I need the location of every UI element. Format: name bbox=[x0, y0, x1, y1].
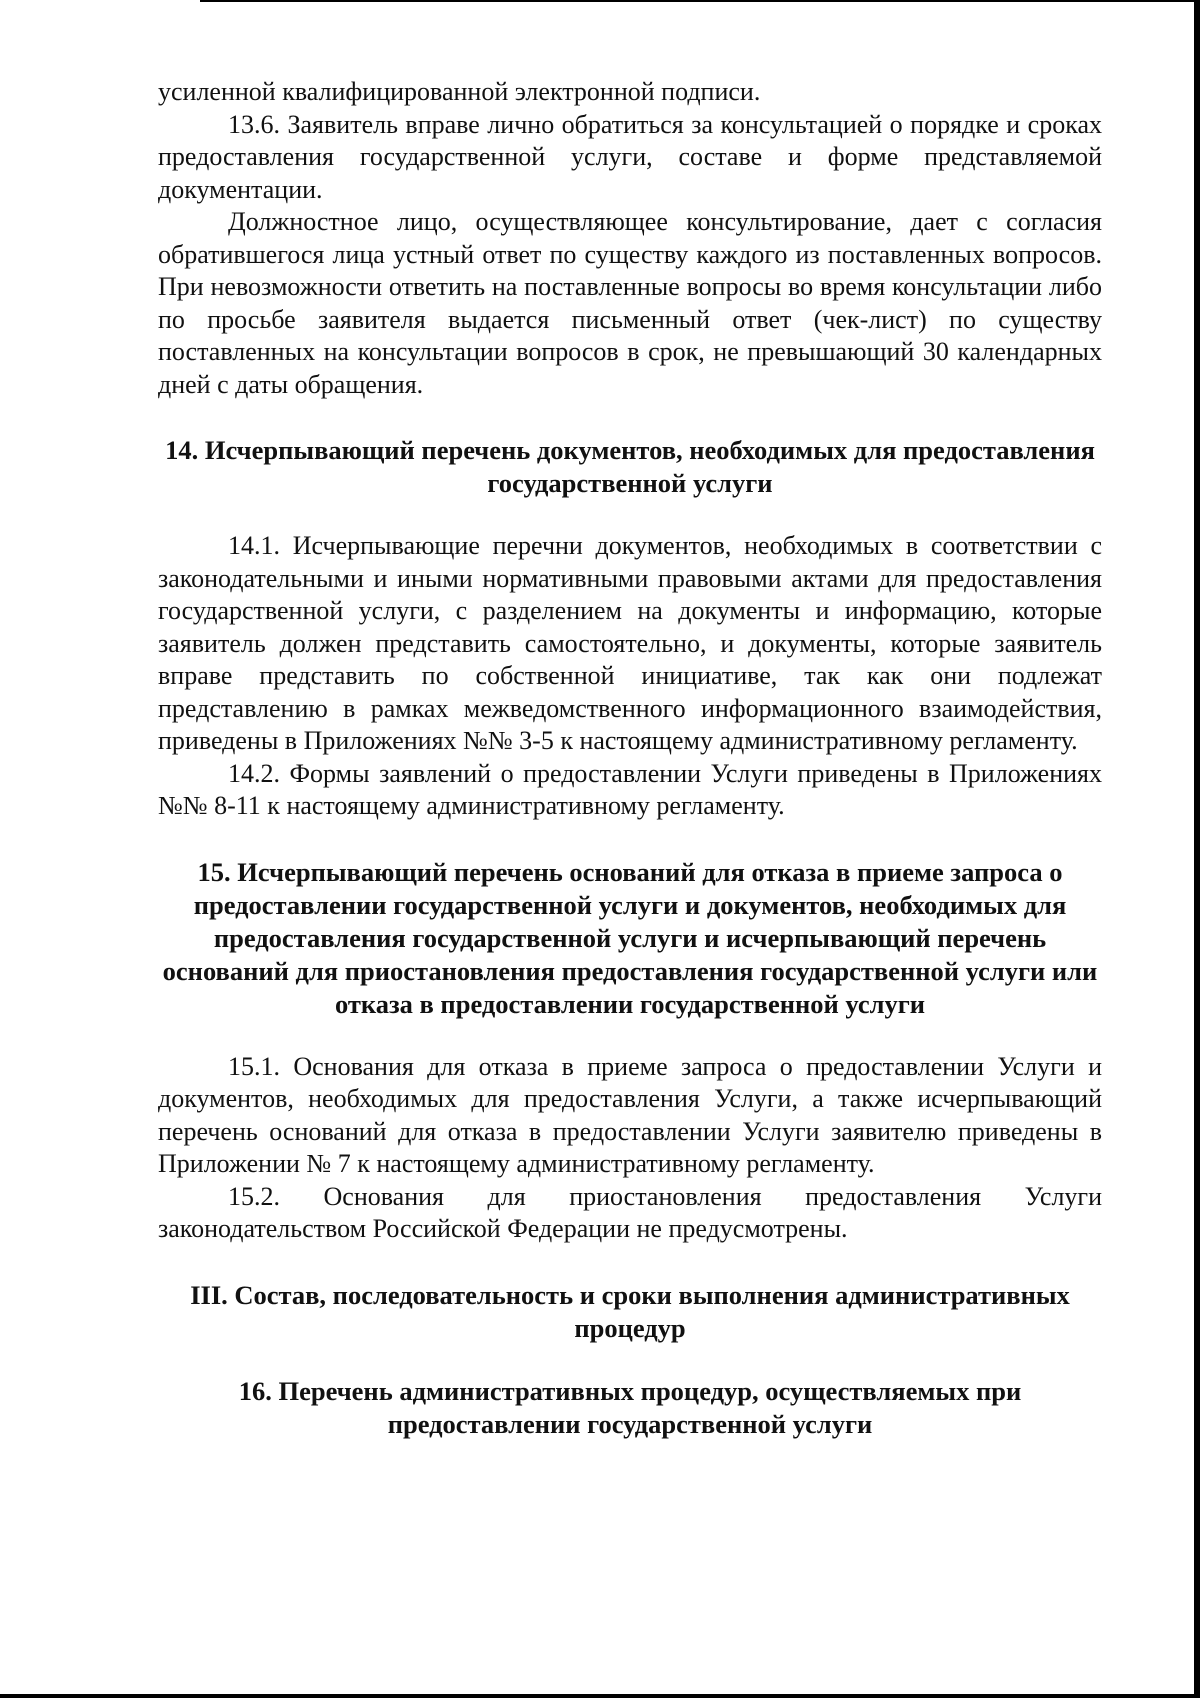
paragraph-signature-continuation: усиленной квалифицированной электронной подписи. bbox=[158, 77, 761, 106]
spacer bbox=[158, 1246, 1102, 1279]
paragraph-15-2: 15.2. Основания для приостановления предоставления Услуги законодательством Российской Федерации не предусмотрены. bbox=[158, 1181, 1102, 1243]
spacer bbox=[158, 500, 1102, 530]
page-edge-bottom bbox=[0, 1694, 1200, 1698]
spacer bbox=[158, 1345, 1102, 1375]
section-heading-16: 16. Перечень административных процедур, осуществляемых при предоставлении государственной услуги bbox=[238, 1375, 1022, 1439]
page-edge-top bbox=[200, 0, 1200, 2]
chapter-heading-iii: III. Состав, последовательность и сроки выполнения административных процедур bbox=[190, 1279, 1070, 1343]
paragraph-14-2: 14.2. Формы заявлений о предоставлении Услуги приведены в Приложениях №№ 8-11 к настоящему административному регламенту. bbox=[158, 758, 1102, 820]
section-heading-14: 14. Исчерпывающий перечень документов, необходимых для предоставления государственной услуги bbox=[165, 435, 1095, 498]
spacer bbox=[158, 1021, 1102, 1051]
paragraph-14-1: 14.1. Исчерпывающие перечни документов, необходимых в соответствии с законодательными и иными нормативными правовыми актами для предоставления государственной услуги, с разделением на документы и информацию, которые заявитель должен представить самостоятельно, и документы, которые заявитель вправе представить по собственной инициативе, так как они подлежат представлению в рамках межведомственного информационного взаимодействия, приведены в Приложениях №№ 3-5 к настоящему административному регламенту. bbox=[158, 531, 1102, 755]
paragraph-official-consultation: Должностное лицо, осуществляющее консультирование, дает с согласия обратившегося лица устный ответ по существу каждого из поставленных вопросов. При невозможности ответить на поставленные вопросы во время консультации либо по просьбе заявителя выдается письменный ответ (чек-лист) по существу поставленных на консультации вопросов в срок, не превышающий 30 календарных дней с даты обращения. bbox=[158, 207, 1102, 399]
spacer bbox=[158, 823, 1102, 856]
page-edge-right bbox=[1194, 0, 1200, 1698]
section-heading-15: 15. Исчерпывающий перечень оснований для отказа в приеме запроса о предоставлении государственной услуги и документов, необходимых для предоставления государственной услуги и исчерпывающий перечень оснований для приостановления предоставления государственной услуги или отказа в предоставлении государственной услуги bbox=[162, 856, 1098, 1019]
paragraph-15-1: 15.1. Основания для отказа в приеме запроса о предоставлении Услуги и документов, необходимых для предоставления Услуги, а также исчерпывающий перечень оснований для отказа в предоставлении Услуги заявителю приведены в Приложении № 7 к настоящему административному регламенту. bbox=[158, 1051, 1102, 1178]
paragraph-13-6: 13.6. Заявитель вправе лично обратиться за консультацией о порядке и сроках предоставления государственной услуги, составе и форме представляемой документации. bbox=[158, 109, 1102, 204]
spacer bbox=[158, 401, 1102, 434]
document-body bbox=[158, 76, 1102, 1441]
